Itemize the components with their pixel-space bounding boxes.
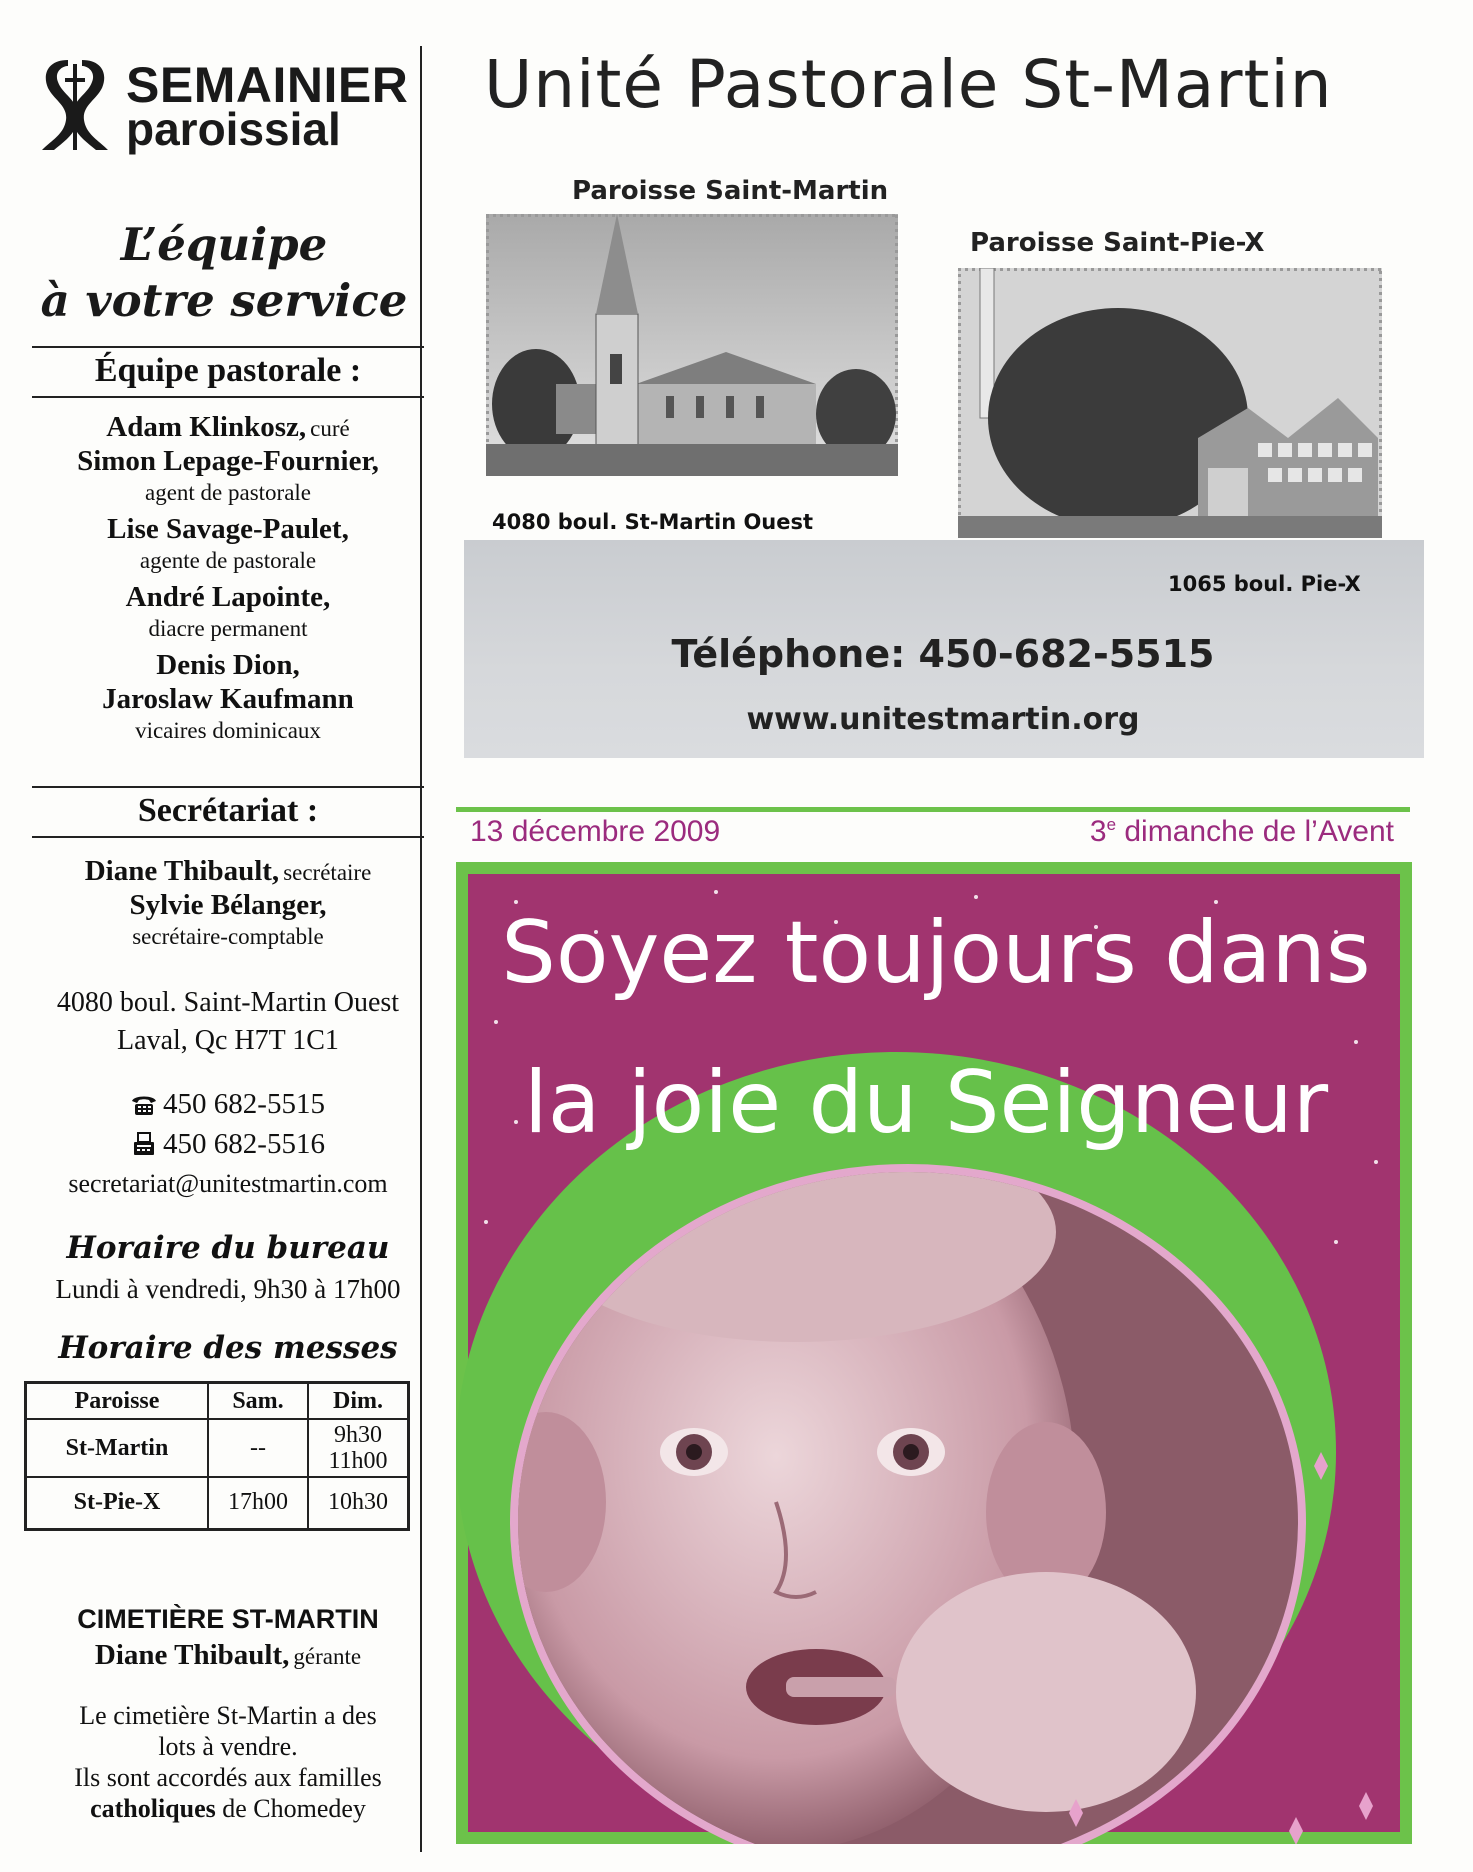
contact-block <box>24 1084 432 1204</box>
bulletin-date: 13 décembre 2009 <box>470 815 721 848</box>
fax-number: 450 682-5516 <box>163 1128 325 1160</box>
parish-info-panel <box>462 168 1424 758</box>
column-divider <box>420 46 422 1852</box>
column-header: Sam. <box>208 1383 308 1420</box>
notice-line: Le cimetière St-Martin a des <box>79 1701 377 1730</box>
column-header: Paroisse <box>26 1383 209 1420</box>
parish-name: Paroisse Saint-Martin <box>572 176 889 206</box>
member-name: Jaroslaw Kaufmann <box>102 683 354 715</box>
parish-address: 1065 boul. Pie-X <box>1168 572 1361 596</box>
logo-subtitle: paroissial <box>126 103 341 155</box>
member-role: agent de pastorale <box>144 480 312 505</box>
team-member <box>24 648 432 746</box>
advent-poster <box>456 862 1412 1844</box>
team-heading-line2: à votre service <box>40 274 408 327</box>
divider <box>32 836 424 838</box>
sunday-time: 9h30 <box>334 1422 382 1448</box>
manager-name: Diane Thibault, <box>94 1639 290 1671</box>
notice-line: lots à vendre. <box>158 1732 298 1761</box>
team-member <box>24 444 432 508</box>
divider <box>32 786 424 788</box>
column-header: Dim. <box>308 1383 409 1420</box>
team-member <box>24 512 432 576</box>
table-header-row <box>26 1383 409 1420</box>
cemetery-notice <box>24 1700 432 1824</box>
address-line: 4080 boul. Saint-Martin Ouest <box>56 987 400 1018</box>
bulletin-date-line <box>470 815 1394 849</box>
saturday-cell: -- <box>208 1419 308 1477</box>
sunday-label: dimanche de l’Avent <box>1116 815 1394 848</box>
parish-cell: St-Pie-X <box>26 1477 209 1529</box>
left-column <box>24 40 424 1852</box>
logo-title: SEMAINIER <box>126 57 409 113</box>
email-address[interactable]: secretariat@unitestmartin.com <box>68 1169 388 1198</box>
fax-line <box>24 1124 432 1164</box>
manager-role: gérante <box>293 1644 362 1669</box>
logo <box>38 50 438 160</box>
phone-number: 450 682-5515 <box>163 1088 325 1120</box>
website-link[interactable]: www.unitestmartin.org <box>746 702 1140 737</box>
poster-line-2: la joie du Seigneur <box>523 1053 1329 1153</box>
office-hours: Lundi à vendredi, 9h30 à 17h00 <box>55 1274 401 1304</box>
sunday-number: 3 <box>1089 815 1107 848</box>
fax-icon <box>131 1132 157 1156</box>
member-name: Adam Klinkosz, <box>106 411 307 443</box>
member-name: André Lapointe, <box>125 581 331 613</box>
divider <box>456 807 1410 812</box>
sunday-ordinal: e <box>1106 815 1117 834</box>
parish-name: Paroisse Saint-Pie-X <box>970 228 1265 258</box>
parish-address: 4080 boul. St-Martin Ouest <box>492 510 814 534</box>
saturday-cell: 17h00 <box>208 1477 308 1529</box>
pastoral-team-title: Équipe pastorale : <box>94 352 362 389</box>
secretariat-staff <box>24 854 432 952</box>
office-address <box>24 984 432 1060</box>
mass-schedule-heading: Horaire des messes <box>58 1330 398 1366</box>
parish-cell: St-Martin <box>26 1419 209 1477</box>
page-title: Unité Pastorale St-Martin <box>484 46 1333 123</box>
member-role: agente de pastorale <box>139 548 317 573</box>
table-row <box>26 1419 409 1477</box>
church-photo-st-pie-x <box>958 268 1382 538</box>
table-row <box>26 1477 409 1529</box>
address-line: Laval, Qc H7T 1C1 <box>117 1025 339 1056</box>
notice-line <box>24 1793 432 1824</box>
notice-text: de Chomedey <box>215 1794 366 1823</box>
staff-role: secrétaire-comptable <box>132 924 324 949</box>
team-member <box>24 410 432 444</box>
cemetery-heading: CIMETIÈRE ST-MARTIN <box>77 1604 379 1634</box>
member-name: Lise Savage-Paulet, <box>107 513 349 545</box>
divider <box>32 396 424 398</box>
phone-line <box>24 1084 432 1124</box>
notice-line: Ils sont accordés aux familles <box>74 1763 382 1792</box>
member-name: Simon Lepage-Fournier, <box>77 445 379 477</box>
sunday-time: 11h00 <box>328 1448 388 1474</box>
poster-line-1: Soyez toujours dans <box>501 903 1371 1003</box>
notice-emphasis: catholiques <box>90 1794 216 1823</box>
telephone-icon <box>131 1092 157 1116</box>
staff-name: Diane Thibault, <box>84 855 280 887</box>
member-role: diacre permanent <box>148 616 308 641</box>
staff-name: Sylvie Bélanger, <box>129 889 327 921</box>
member-role: vicaires dominicaux <box>135 718 321 743</box>
staff-member <box>24 854 432 888</box>
divider <box>32 346 424 348</box>
secretariat-title: Secrétariat : <box>137 792 319 829</box>
staff-member <box>24 888 432 952</box>
member-name: Denis Dion, <box>156 649 300 681</box>
logo-mark-icon <box>38 56 112 154</box>
main-phone: Téléphone: 450-682-5515 <box>671 632 1215 676</box>
team-heading: L’équipe <box>120 218 328 271</box>
mass-schedule-table <box>24 1381 410 1531</box>
liturgical-sunday <box>1090 815 1394 849</box>
pastoral-team-list <box>24 410 432 746</box>
cemetery-manager <box>24 1638 432 1672</box>
church-photo-st-martin <box>486 214 898 476</box>
staff-role: secrétaire <box>283 860 372 885</box>
member-role: curé <box>310 416 350 441</box>
office-hours-heading: Horaire du bureau <box>66 1230 390 1266</box>
team-member <box>24 580 432 644</box>
sunday-cell <box>308 1419 409 1477</box>
sunday-cell: 10h30 <box>308 1477 409 1529</box>
